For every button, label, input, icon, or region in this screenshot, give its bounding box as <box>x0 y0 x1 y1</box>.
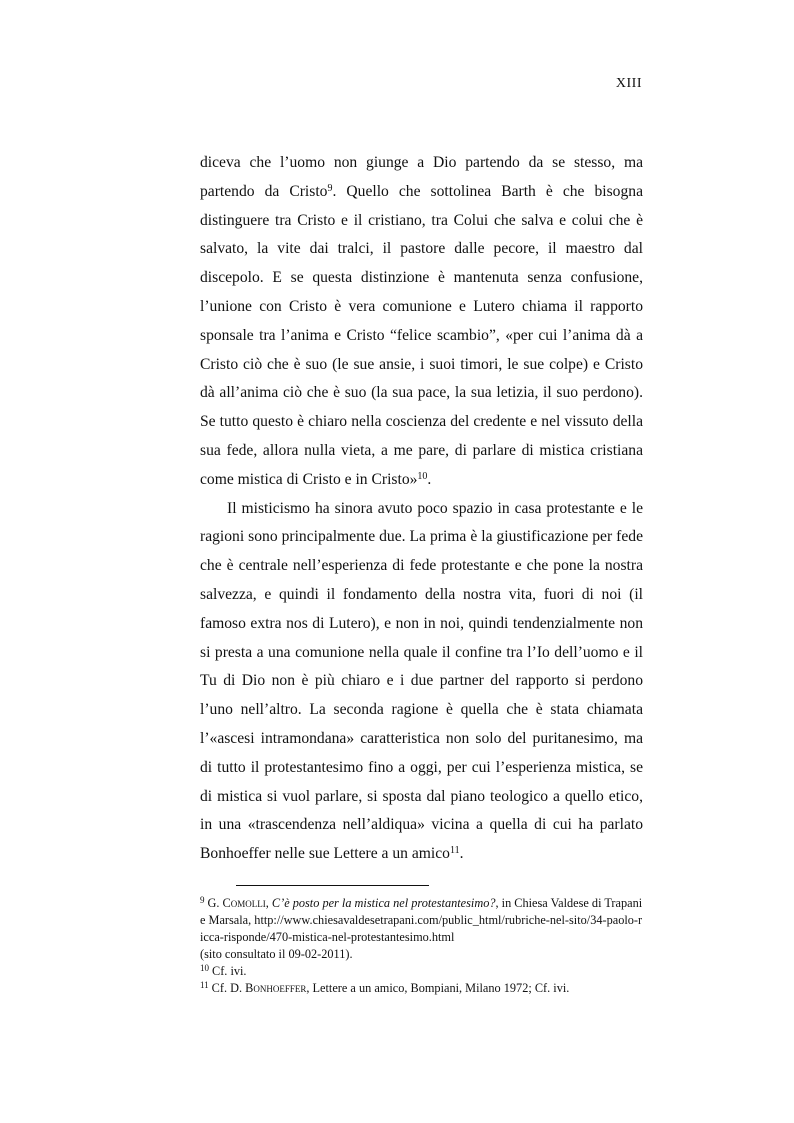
footnote-text: , Lettere a un amico, Bompiani, Milano 1972; Cf. ivi. <box>306 981 570 995</box>
paragraph-1 <box>200 149 643 495</box>
footnote-author-surname: Comolli <box>222 896 266 910</box>
footnote-number: 9 <box>200 895 205 905</box>
footnote-note: (sito consultato il 09-02-2011). <box>200 947 353 961</box>
footnote-url[interactable]: http://www.chiesavaldesetrapani.com/public_html/rubriche-nel-sito/34-paolo-ricca-risponde/470-mistica-nel-protestantesimo.html <box>200 913 643 944</box>
footnote-ref[interactable]: 9 <box>327 182 333 194</box>
footnote-ref[interactable]: 11 <box>449 845 460 857</box>
footnote-separator <box>236 885 429 886</box>
footnote-separator-text: , <box>265 896 272 910</box>
footnote-title: C’è posto per la mistica nel protestantesimo? <box>271 896 496 910</box>
page-number: XIII <box>615 76 642 91</box>
paragraph-text: . Quello che sottolinea Barth è che bisogna distinguere tra Cristo e il cristiano, tra Colui che salva e colui che è salvato, la vite dai tralci, il pastore dalle pecore, il maestro dal discepolo. E se questa distinzione è mantenuta senza confusione, l’unione con Cristo è vera comunione e Lutero chiama il rapporto sponsale tra l’anima e Cristo “felice scambio”, «per cui l’anima dà a Cristo ciò che è suo (le sue ansie, i suoi timori, le sue colpe) e Cristo dà all’anima ciò che è suo (la sua pace, la sua letizia, il suo perdono). Se tutto questo è chiaro nella coscienza del credente e nel vissuto della sua fede, allora nulla vieta, a me pare, di parlare di mistica cristiana come mistica di Cristo e in Cristo» <box>200 182 643 488</box>
footnotes <box>200 895 644 997</box>
footnote-10 <box>200 963 644 980</box>
footnote-ref[interactable]: 10 <box>417 470 428 482</box>
paragraph-text: . <box>427 470 432 488</box>
footnote-11 <box>200 980 644 997</box>
paragraph-text: . <box>459 845 464 863</box>
footnote-9 <box>200 895 644 963</box>
paragraph-text: diceva che l’uomo non giunge a Dio partendo da se stesso, ma partendo da Cristo <box>200 154 643 200</box>
footnote-number: 10 <box>200 963 209 973</box>
paragraph-text: Il misticismo ha sinora avuto poco spazio in casa protestante e le ragioni sono principalmente due. La prima è la giustificazione per fede che è centrale nell’esperienza di fede protestante e che pone la nostra salvezza, e quindi il fondamento della nostra vita, fuori di noi (il famoso extra nos di Lutero), e non in noi, quindi tendenzialmente non si presta a una comunione nella quale il confine tra l’Io dell’uomo e il Tu di Dio non è più chiaro e i due partner del rapporto si perdono l’uno nell’altro. La seconda ragione è quella che è stata chiamata l’«ascesi intramondana» caratteristica non solo del puritanesimo, ma di tutto il protestantesimo fino a oggi, per cui l’esperienza mistica, se di mistica si vuol parlare, si sposta dal piano teologico a quello etico, in una «trascendenza nell’aldiqua» vicina a quella di cui ha parlato Bonhoeffer nelle sue Lettere a un amico <box>200 499 643 863</box>
footnote-text: Cf. ivi. <box>212 964 247 978</box>
footnote-author-surname: Bonhoeffer <box>245 981 307 995</box>
paragraph-2 <box>200 495 643 869</box>
footnote-prefix: Cf. D. <box>211 981 246 995</box>
body-text <box>200 149 643 869</box>
footnote-source: , in Chiesa Valdese di Trapani e Marsala, <box>200 896 643 927</box>
footnote-number: 11 <box>200 980 209 990</box>
footnote-author-initial: G. <box>207 896 223 910</box>
